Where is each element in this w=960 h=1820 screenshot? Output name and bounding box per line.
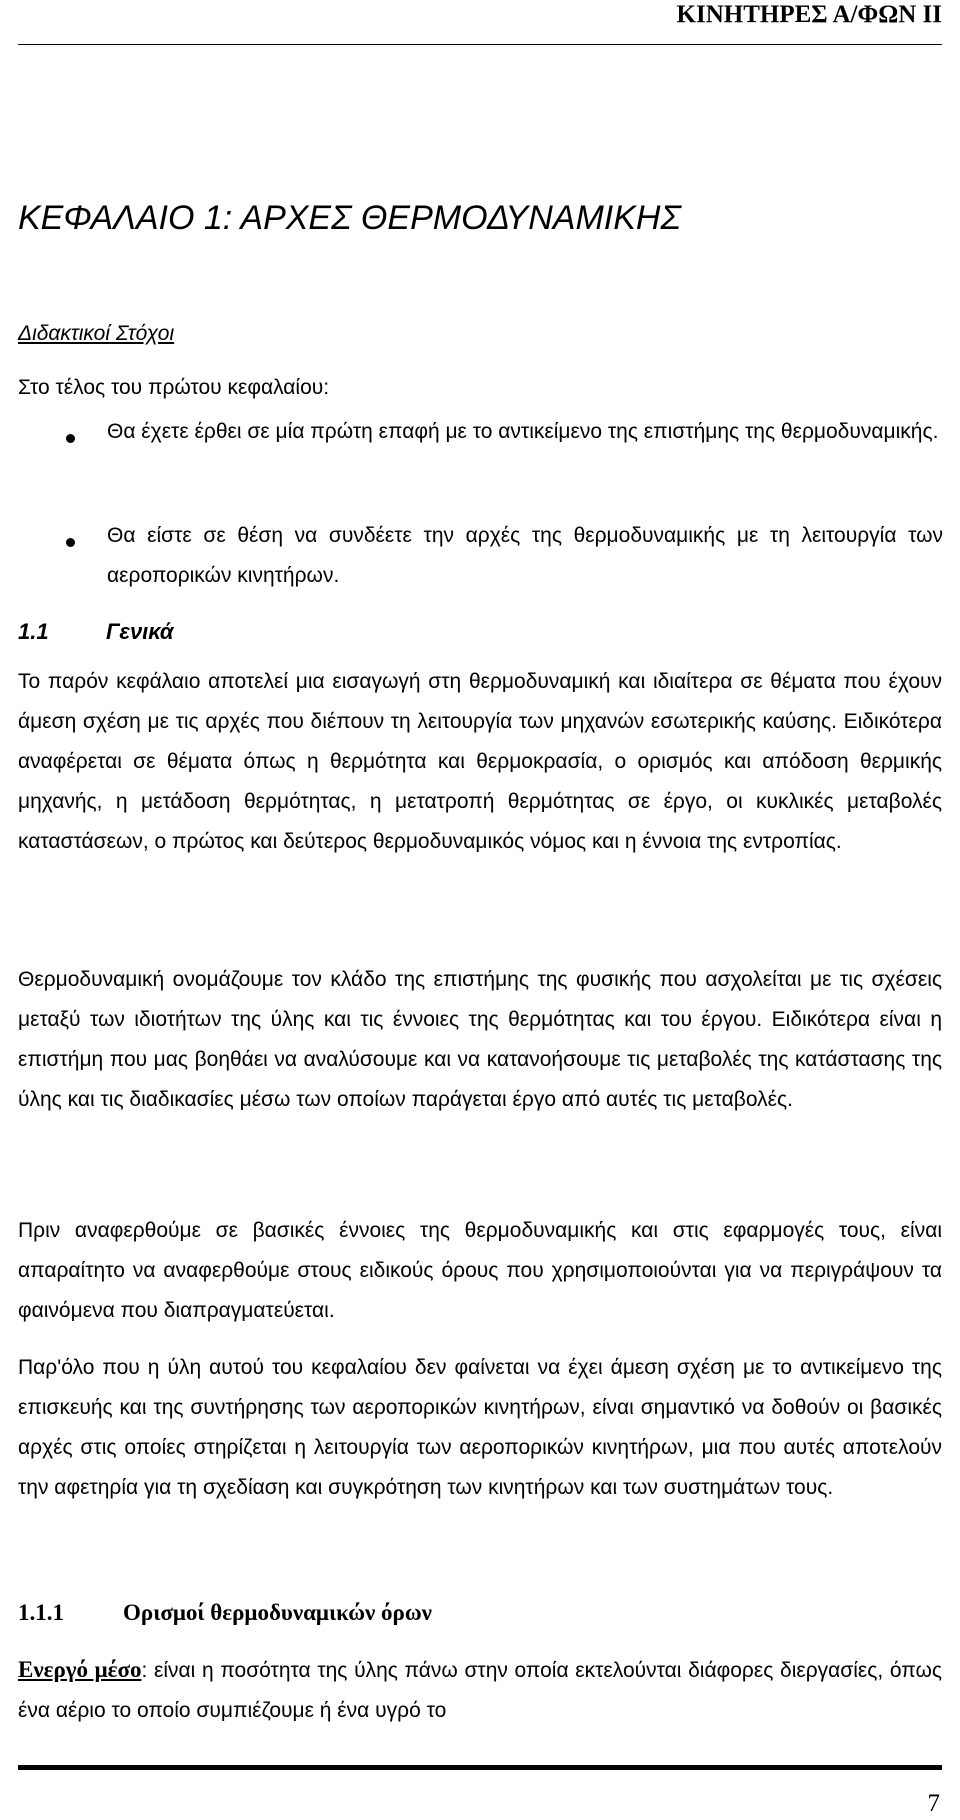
definition-text: : είναι η ποσότητα της ύλης πάνω στην οποία εκτελούνται διάφορες διεργασίες, όπως ένα αέριο το οποίο συμπιέζουμε ή ένα υγρό το xyxy=(18,1659,943,1722)
section-title: Γενικά xyxy=(106,619,174,644)
list-item-text: Θα είστε σε θέση να συνδέετε την αρχές της θερμοδυναμικής με τη λειτουργία των αεροπορικών κινητήρων. xyxy=(107,524,943,587)
subsection-heading xyxy=(18,1599,432,1627)
section-heading xyxy=(18,618,174,646)
subsection-number: 1.1.1 xyxy=(18,1600,64,1625)
paragraph: Πριν αναφερθούμε σε βασικές έννοιες της θερμοδυναμικής και στις εφαρμογές τους, είναι απαραίτητο να αναφερθούμε στους ειδικούς όρους που χρησιμοποιούνται για να περιγράψουν τα φαινόμενα που διαπραγματεύεται. xyxy=(18,1219,942,1322)
objectives-intro: Στο τέλος του πρώτου κεφαλαίου: xyxy=(18,376,330,399)
page-number: 7 xyxy=(927,1790,940,1817)
chapter-title: ΚΕΦΑΛΑΙΟ 1: ΑΡΧΕΣ ΘΕΡΜΟΔΥΝΑΜΙΚΗΣ xyxy=(18,199,681,237)
definition-term: Ενεργό μέσο xyxy=(18,1657,142,1682)
bullet-icon xyxy=(66,434,75,443)
paragraph: Το παρόν κεφάλαιο αποτελεί μια εισαγωγή στη θερμοδυναμική και ιδιαίτερα σε θέματα που έχουν άμεση σχέση με τις αρχές που διέπουν τη λειτουργία των μηχανών εσωτερικής καύσης. Ειδικότερα αναφέρεται σε θέματα όπως η θερμότητα και θερμοκρασία, ο ορισμός και απόδοση θερμικής μηχανής, η μετάδοση θερμότητας, η μετατροπή θερμότητας σε έργο, οι κυκλικές μεταβολές καταστάσεων, ο πρώτος και δεύτερος θερμοδυναμικός νόμος και η έννοια της εντροπίας. xyxy=(18,670,942,853)
running-header: ΚΙΝΗΤΗΡΕΣ Α/ΦΩΝ ΙΙ xyxy=(676,1,942,28)
section-number: 1.1 xyxy=(18,619,49,644)
header-rule xyxy=(18,44,942,45)
bullet-icon xyxy=(66,538,75,547)
objectives-heading: Διδακτικοί Στόχοι xyxy=(18,322,175,345)
footer-rule xyxy=(18,1765,942,1770)
paragraph: Παρ'όλο που η ύλη αυτού του κεφαλαίου δεν φαίνεται να έχει άμεση σχέση με το αντικείμενο της επισκευής και της συντήρησης των αεροπορικών κινητήρων, είναι σημαντικό να δοθούν οι βασικές αρχές στις οποίες στηρίζεται η λειτουργία των αεροπορικών κινητήρων, μια που αυτές αποτελούν την αφετηρία για τη σχεδίαση και συγκρότηση των κινητήρων και των συστημάτων τους. xyxy=(18,1356,942,1499)
definition-paragraph xyxy=(18,1650,942,1731)
subsection-title: Ορισμοί θερμοδυναμικών όρων xyxy=(123,1600,432,1625)
list-item-text: Θα έχετε έρθει σε μία πρώτη επαφή με το αντικείμενο της επιστήμης της θερμοδυναμικής. xyxy=(107,420,939,443)
paragraph: Θερμοδυναμική ονομάζουμε τον κλάδο της επιστήμης της φυσικής που ασχολείται με τις σχέσεις μεταξύ των ιδιοτήτων της ύλης και τις έννοιες της θερμότητας και του έργου. Ειδικότερα είναι η επιστήμη που μας βοηθάει να αναλύσουμε και να κατανοήσουμε τις μεταβολές της κατάστασης της ύλης και τις διαδικασίες μέσω των οποίων παράγεται έργο από αυτές τις μεταβολές. xyxy=(18,968,942,1111)
